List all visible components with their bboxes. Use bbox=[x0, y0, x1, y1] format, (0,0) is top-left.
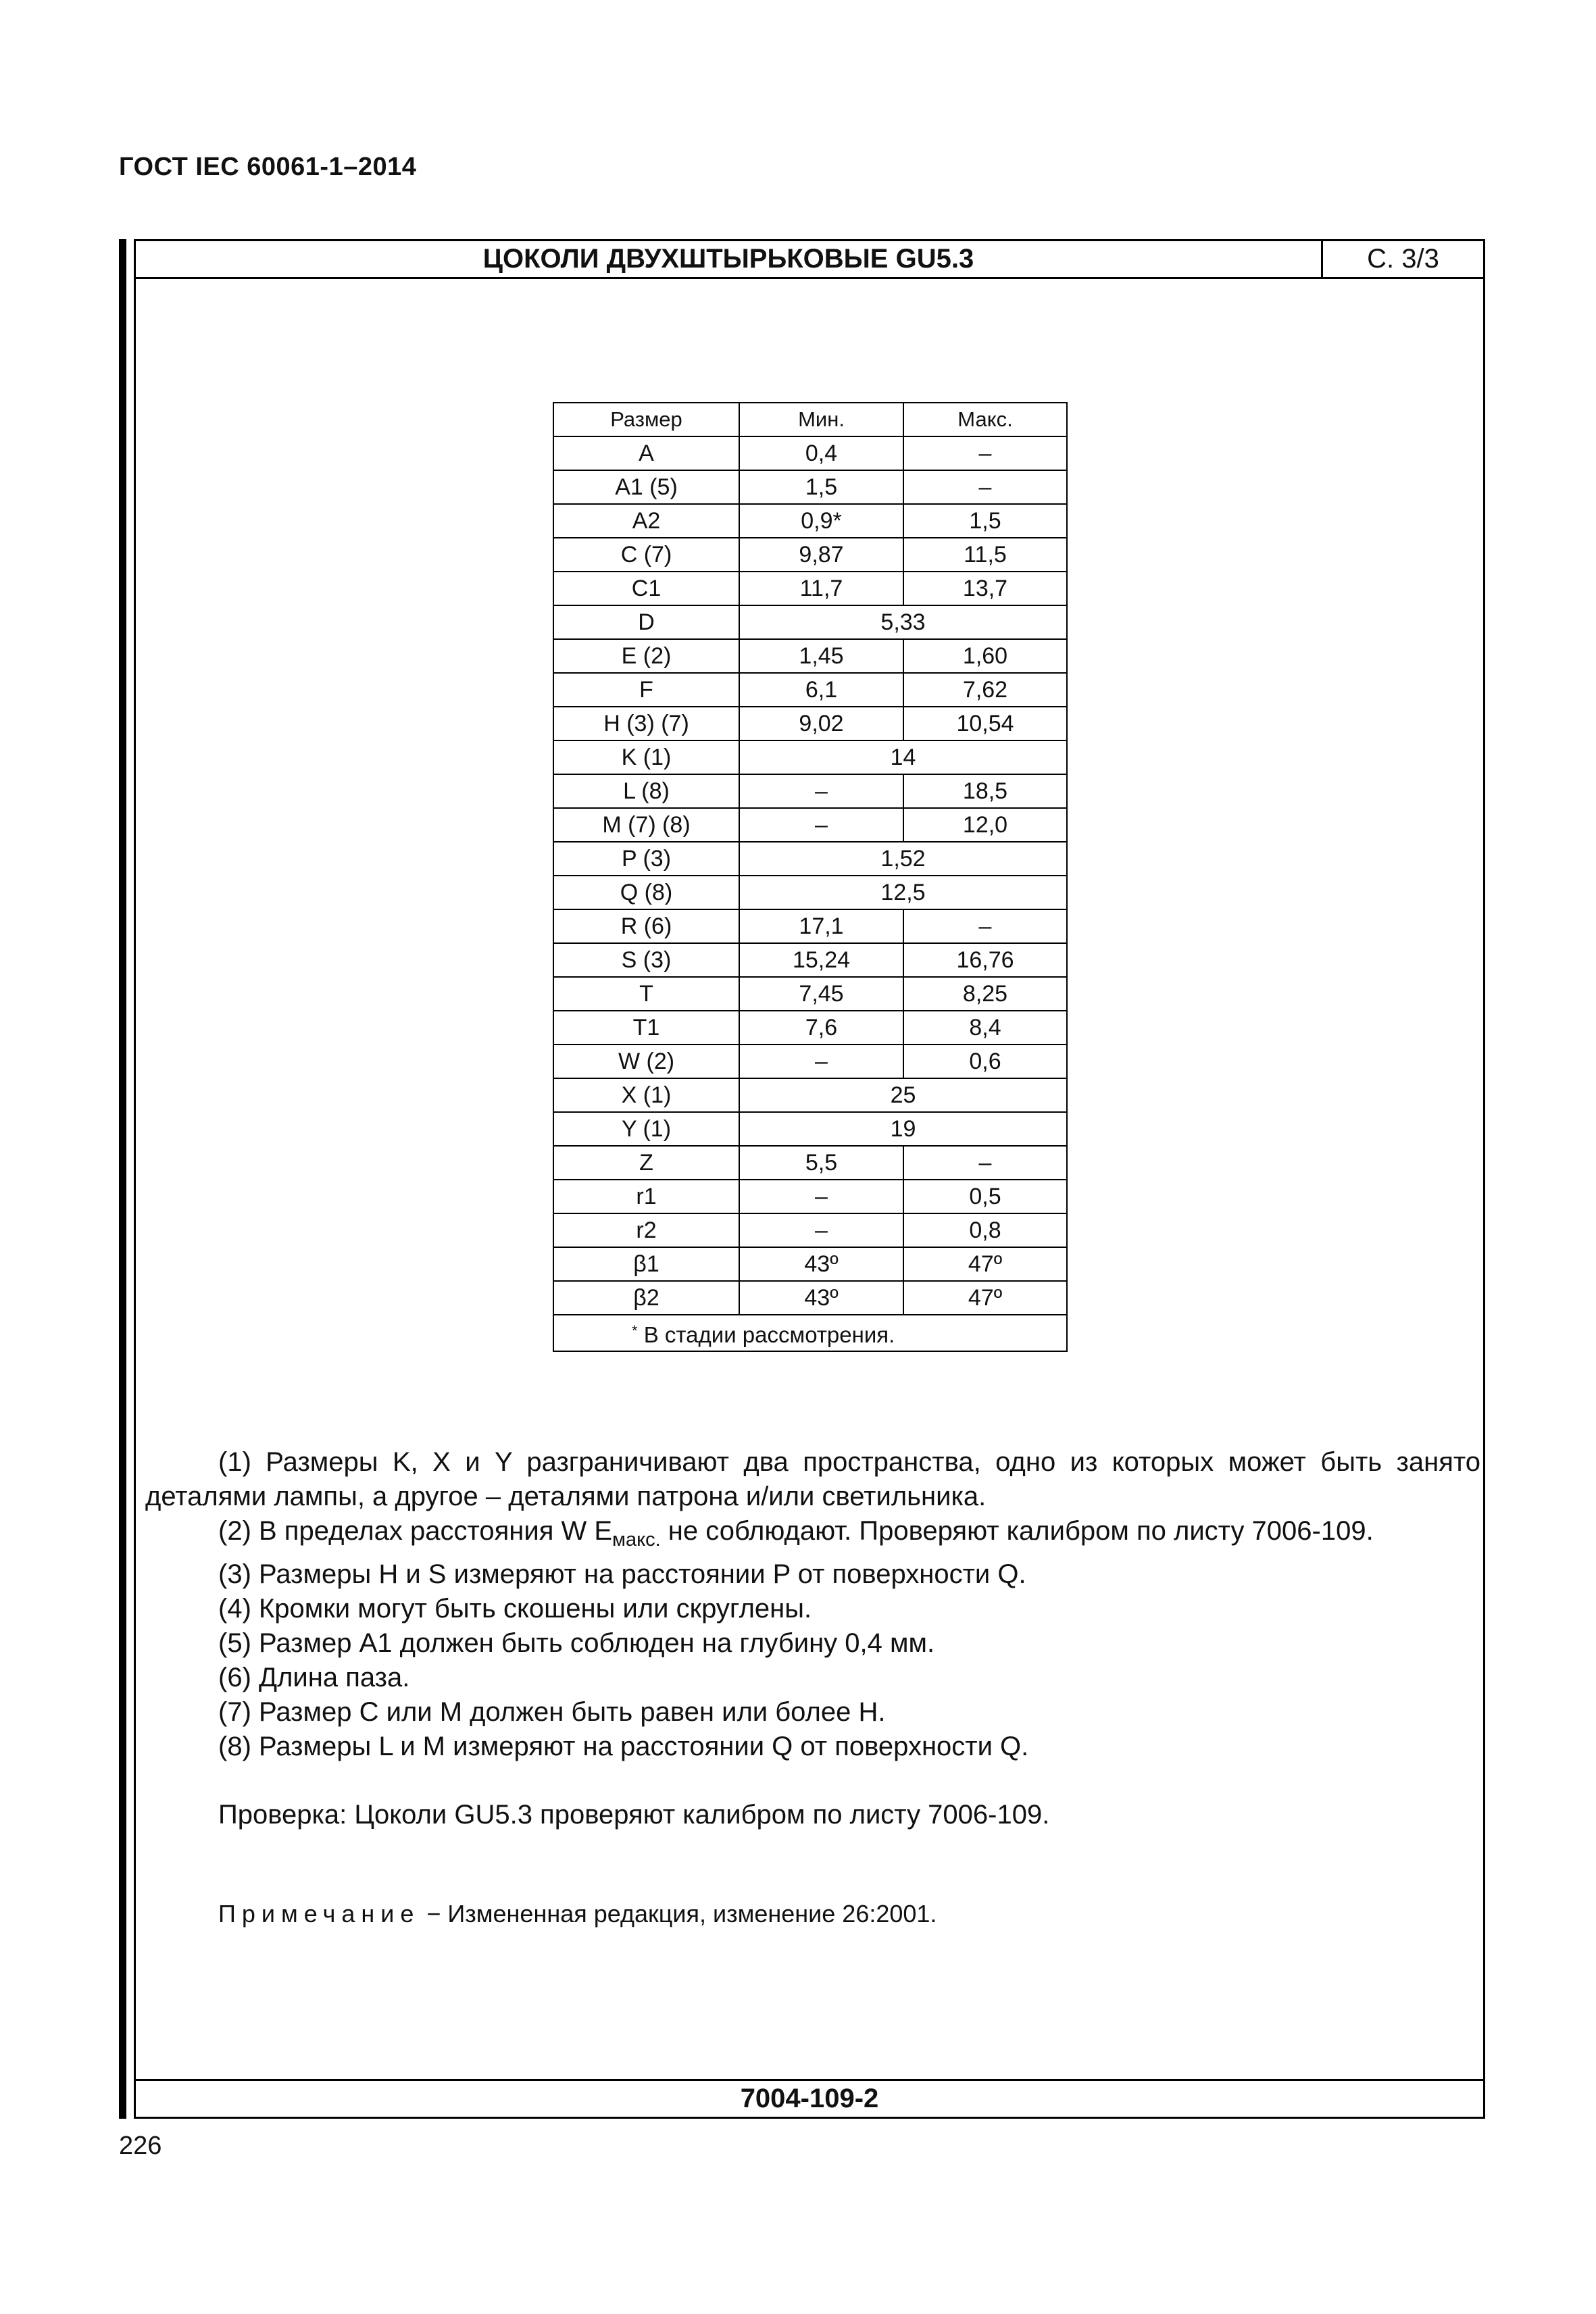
cell-max: 12,0 bbox=[903, 808, 1067, 842]
cell-max: 8,25 bbox=[903, 977, 1067, 1011]
cell-dimension: C1 bbox=[553, 572, 739, 605]
cell-min: 1,45 bbox=[739, 639, 903, 673]
sheet-page-indicator: С. 3/3 bbox=[1367, 244, 1439, 274]
column-header-dimension: Размер bbox=[553, 403, 739, 436]
table-row bbox=[553, 1011, 1067, 1045]
cell-min: 1,5 bbox=[739, 470, 903, 504]
note-2-text-b: не соблюдают. Проверяют калибром по листу 7006-109. bbox=[660, 1516, 1374, 1546]
note-7: (7) Размер C или M должен быть равен или более H. bbox=[218, 1697, 886, 1727]
document-header: ГОСТ IEC 60061-1–2014 bbox=[119, 153, 417, 181]
cell-dimension: E (2) bbox=[553, 639, 739, 673]
table-row bbox=[553, 977, 1067, 1011]
table-row bbox=[553, 1112, 1067, 1146]
table-row bbox=[553, 605, 1067, 639]
cell-min: – bbox=[739, 1045, 903, 1078]
table-row bbox=[553, 538, 1067, 572]
cell-dimension: K (1) bbox=[553, 740, 739, 774]
remark bbox=[145, 1896, 1480, 1931]
table-row bbox=[553, 639, 1067, 673]
cell-nominal: 5,33 bbox=[739, 605, 1067, 639]
note-4: (4) Кромки могут быть скошены или скруглены. bbox=[218, 1594, 812, 1624]
cell-max: 0,8 bbox=[903, 1213, 1067, 1247]
cell-max: 47º bbox=[903, 1281, 1067, 1315]
table-row bbox=[553, 740, 1067, 774]
cell-max: 18,5 bbox=[903, 774, 1067, 808]
note-2 bbox=[145, 1514, 1480, 1557]
note-3: (3) Размеры H и S измеряют на расстоянии P от поверхности Q. bbox=[218, 1559, 1026, 1589]
note-8: (8) Размеры L и M измеряют на расстоянии Q от поверхности Q. bbox=[218, 1732, 1029, 1761]
cell-max: 0,5 bbox=[903, 1180, 1067, 1213]
table-row bbox=[553, 436, 1067, 470]
page-number: 226 bbox=[119, 2132, 162, 2160]
cell-max: – bbox=[903, 909, 1067, 943]
cell-max: – bbox=[903, 436, 1067, 470]
table-row bbox=[553, 842, 1067, 876]
footnote-text: В стадии рассмотрения. bbox=[637, 1322, 895, 1347]
table-row bbox=[553, 1146, 1067, 1180]
cell-min: 15,24 bbox=[739, 943, 903, 977]
table-footnote bbox=[553, 1315, 1067, 1351]
cell-dimension: β2 bbox=[553, 1281, 739, 1315]
cell-min: – bbox=[739, 1213, 903, 1247]
table-footnote-row bbox=[553, 1315, 1067, 1351]
table-row bbox=[553, 1213, 1067, 1247]
cell-max: 47º bbox=[903, 1247, 1067, 1281]
cell-dimension: Q (8) bbox=[553, 876, 739, 909]
table-row bbox=[553, 774, 1067, 808]
margin-bar bbox=[119, 239, 126, 2119]
cell-max: – bbox=[903, 1146, 1067, 1180]
cell-nominal: 1,52 bbox=[739, 842, 1067, 876]
cell-max: 11,5 bbox=[903, 538, 1067, 572]
remark-label: Примечание bbox=[218, 1900, 420, 1928]
cell-min: 43º bbox=[739, 1247, 903, 1281]
column-header-max: Макс. bbox=[903, 403, 1067, 436]
table-header-row bbox=[553, 403, 1067, 436]
check-statement: Проверка: Цоколи GU5.3 проверяют калибром по листу 7006-109. bbox=[218, 1800, 1050, 1830]
cell-dimension: T bbox=[553, 977, 739, 1011]
cell-min: – bbox=[739, 808, 903, 842]
table-row bbox=[553, 673, 1067, 707]
cell-min: 0,4 bbox=[739, 436, 903, 470]
table-row bbox=[553, 1045, 1067, 1078]
cell-max: 10,54 bbox=[903, 707, 1067, 740]
table-body bbox=[553, 436, 1067, 1315]
cell-dimension: X (1) bbox=[553, 1078, 739, 1112]
cell-dimension: r2 bbox=[553, 1213, 739, 1247]
cell-nominal: 25 bbox=[739, 1078, 1067, 1112]
note-1-line-1: (1) Размеры K, X и Y разграничивают два пространства, одно из которых может быть занято bbox=[218, 1447, 1480, 1477]
table-row bbox=[553, 1078, 1067, 1112]
cell-dimension: F bbox=[553, 673, 739, 707]
cell-min: 9,02 bbox=[739, 707, 903, 740]
cell-dimension: A bbox=[553, 436, 739, 470]
table-row bbox=[553, 707, 1067, 740]
table-row bbox=[553, 808, 1067, 842]
table-row bbox=[553, 470, 1067, 504]
cell-dimension: L (8) bbox=[553, 774, 739, 808]
dimensions-table bbox=[553, 402, 1068, 1352]
cell-max: 1,5 bbox=[903, 504, 1067, 538]
table-row bbox=[553, 909, 1067, 943]
table-row bbox=[553, 504, 1067, 538]
cell-dimension: M (7) (8) bbox=[553, 808, 739, 842]
cell-dimension: A2 bbox=[553, 504, 739, 538]
cell-dimension: R (6) bbox=[553, 909, 739, 943]
table-row bbox=[553, 1281, 1067, 1315]
cell-min: 17,1 bbox=[739, 909, 903, 943]
sheet-frame bbox=[134, 239, 1485, 2119]
cell-min: – bbox=[739, 774, 903, 808]
cell-dimension: β1 bbox=[553, 1247, 739, 1281]
cell-dimension: r1 bbox=[553, 1180, 739, 1213]
table-row bbox=[553, 943, 1067, 977]
note-6: (6) Длина паза. bbox=[218, 1663, 410, 1692]
column-header-min: Мин. bbox=[739, 403, 903, 436]
cell-dimension: Z bbox=[553, 1146, 739, 1180]
cell-min: 9,87 bbox=[739, 538, 903, 572]
note-2-text-a: (2) В пределах расстояния W E bbox=[218, 1516, 613, 1546]
cell-max: – bbox=[903, 470, 1067, 504]
table-row bbox=[553, 1247, 1067, 1281]
notes-block bbox=[145, 1445, 1480, 1931]
cell-dimension: W (2) bbox=[553, 1045, 739, 1078]
cell-max: 1,60 bbox=[903, 639, 1067, 673]
cell-dimension: T1 bbox=[553, 1011, 739, 1045]
note-1-line-2: деталями лампы, а другое – деталями патрона и/или светильника. bbox=[145, 1482, 987, 1511]
table-row bbox=[553, 876, 1067, 909]
cell-dimension: H (3) (7) bbox=[553, 707, 739, 740]
cell-nominal: 19 bbox=[739, 1112, 1067, 1146]
cell-max: 8,4 bbox=[903, 1011, 1067, 1045]
cell-dimension: D bbox=[553, 605, 739, 639]
cell-min: 7,45 bbox=[739, 977, 903, 1011]
cell-min: 43º bbox=[739, 1281, 903, 1315]
cell-min: – bbox=[739, 1180, 903, 1213]
cell-max: 13,7 bbox=[903, 572, 1067, 605]
cell-max: 0,6 bbox=[903, 1045, 1067, 1078]
cell-dimension: A1 (5) bbox=[553, 470, 739, 504]
cell-min: 0,9* bbox=[739, 504, 903, 538]
sheet-code: 7004-109-2 bbox=[136, 2079, 1483, 2117]
cell-dimension: P (3) bbox=[553, 842, 739, 876]
cell-max: 7,62 bbox=[903, 673, 1067, 707]
cell-nominal: 14 bbox=[739, 740, 1067, 774]
cell-min: 6,1 bbox=[739, 673, 903, 707]
cell-dimension: C (7) bbox=[553, 538, 739, 572]
table-row bbox=[553, 1180, 1067, 1213]
cell-min: 7,6 bbox=[739, 1011, 903, 1045]
table-row bbox=[553, 572, 1067, 605]
cell-min: 5,5 bbox=[739, 1146, 903, 1180]
cell-max: 16,76 bbox=[903, 943, 1067, 977]
sheet-title-row bbox=[136, 241, 1483, 279]
note-2-subscript: макс. bbox=[612, 1529, 661, 1551]
sheet-title: ЦОКОЛИ ДВУХШТЫРЬКОВЫЕ GU5.3 bbox=[136, 241, 1323, 277]
footnote-mark: * bbox=[632, 1322, 638, 1339]
remark-text: − Измененная редакция, изменение 26:2001. bbox=[420, 1900, 937, 1928]
note-5: (5) Размер A1 должен быть соблюден на глубину 0,4 мм. bbox=[218, 1628, 935, 1658]
cell-nominal: 12,5 bbox=[739, 876, 1067, 909]
cell-min: 11,7 bbox=[739, 572, 903, 605]
cell-dimension: S (3) bbox=[553, 943, 739, 977]
cell-dimension: Y (1) bbox=[553, 1112, 739, 1146]
